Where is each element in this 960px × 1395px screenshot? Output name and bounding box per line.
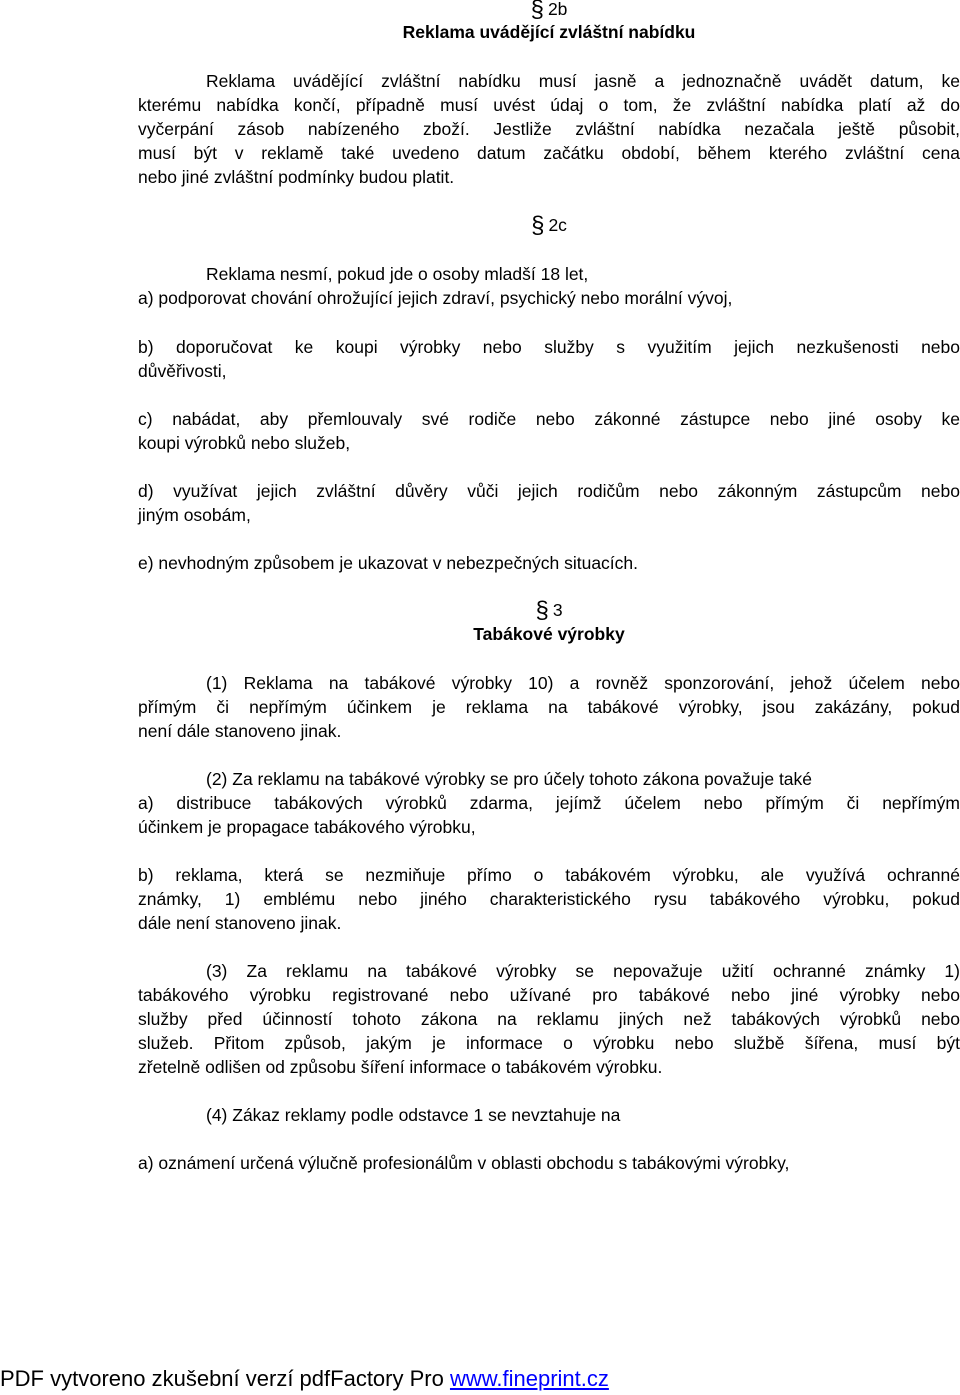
section-3-paragraph-2-item-b: dále není stanoveno jinak. [138,913,342,933]
section-2b-title: Reklama uvádějící zvláštní nabídku [402,22,696,42]
section-3-paragraph-1: přímým či nepřímým účinkem je reklama na tabákové výrobky, jsou zakázány, pokud [138,697,960,717]
section-2b-text-line: vyčerpání zásob nabízeného zboží. Jestliže zvláštní nabídka nezačala ještě působit, [138,119,960,139]
section-2c-number: § 2c [531,212,567,239]
section-2c-item-d: d) využívat jejich zvláštní důvěry vůči jejich rodičům nebo zákonným zástupcům nebo [138,481,960,501]
section-3-paragraph-3: tabákového výrobku registrované nebo užívané pro tabákové nebo jiné výrobky nebo [138,985,960,1005]
section-sign: § [530,0,544,23]
section-2c-item-a: a) podporovat chování ohrožující jejich zdraví, psychický nebo morální vývoj, [138,288,733,308]
section-2c-item-c: koupi výrobků nebo služeb, [138,433,351,453]
section-2c-intro: Reklama nesmí, pokud jde o osoby mladší 18 let, [206,264,589,284]
section-2b-text-line: musí být v reklamě také uvedeno datum začátku období, během kterého zvláštní cena [138,143,960,163]
section-3-paragraph-3: služby před účinností tohoto zákona na reklamu jiných než tabákových výrobků nebo [138,1009,960,1029]
footer-text: PDF vytvoreno zkušební verzí pdfFactory Pro [0,1366,450,1391]
section-3-paragraph-1: není dále stanoveno jinak. [138,721,342,741]
section-3-title: Tabákové výrobky [473,624,625,644]
section-3-paragraph-2: (2) Za reklamu na tabákové výrobky se pro účely tohoto zákona považuje také [206,769,813,789]
section-3-paragraph-4-item-a: a) oznámení určená výlučně profesionálům v oblasti obchodu s tabákovými výrobky, [138,1153,790,1173]
section-3-paragraph-2-item-a: a) distribuce tabákových výrobků zdarma, jejímž účelem nebo přímým či nepřímým [138,793,960,813]
pdf-footer [0,1364,960,1394]
section-3-paragraph-3: zřetelně odlišen od způsobu šíření informace o tabákovém výrobku. [138,1057,663,1077]
section-3-paragraph-2-item-b: b) reklama, která se nezmiňuje přímo o tabákovém výrobku, ale využívá ochranné [138,865,960,885]
section-3-paragraph-2-item-a: účinkem je propagace tabákového výrobku, [138,817,476,837]
section-2c-item-c: c) nabádat, aby přemlouvaly své rodiče nebo zákonné zástupce nebo jiné osoby ke [138,409,960,429]
section-2c-item-b: b) doporučovat ke koupi výrobky nebo služby s využitím jejich nezkušenosti nebo [138,337,960,357]
section-3-paragraph-2-item-b: známky, 1) emblému nebo jiného charakteristického rysu tabákového výrobku, pokud [138,889,960,909]
section-2c-item-d: jiným osobám, [138,505,251,525]
section-2b-text-line: kterému nabídka končí, případně musí uvést údaj o tom, že zvláštní nabídka platí až do [138,95,960,115]
section-2b-number: § 2b [138,0,960,22]
section-2c-item-b: důvěřivosti, [138,361,227,381]
section-2b-text-line: nebo jiné zvláštní podmínky budou platit. [138,167,455,187]
section-3-paragraph-4: (4) Zákaz reklamy podle odstavce 1 se nevztahuje na [206,1105,621,1125]
section-sign: § [531,212,545,239]
section-2b-text-line: Reklama uvádějící zvláštní nabídku musí jasně a jednoznačně uvádět datum, ke [206,71,960,91]
section-3-paragraph-1: (1) Reklama na tabákové výrobky 10) a rovněž sponzorování, jehož účelem nebo [206,673,960,693]
section-3-paragraph-3: (3) Za reklamu na tabákové výrobky se nepovažuje užití ochranné známky 1) [206,961,960,981]
section-3-number: § 3 [535,597,563,624]
section-2c-item-e: e) nevhodným způsobem je ukazovat v nebezpečných situacích. [138,553,639,573]
section-3-paragraph-3: služeb. Přitom způsob, jakým je informace o výrobku nebo službě šířena, musí být [138,1033,960,1053]
section-sign: § [535,597,549,624]
footer-link[interactable]: www.fineprint.cz [449,1366,609,1391]
